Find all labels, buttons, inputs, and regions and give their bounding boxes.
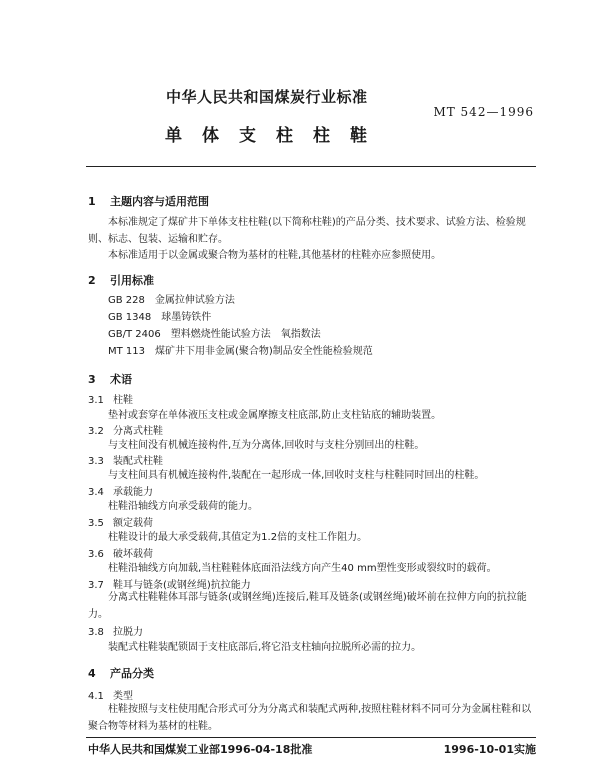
term-heading xyxy=(88,514,153,529)
subsection-title: 类型 xyxy=(113,691,133,702)
term-name: 额定载荷 xyxy=(113,518,153,529)
term-definition: 与支柱间没有机械连接构件,互为分离体,回收时与支柱分别回出的柱鞋。 xyxy=(108,440,425,451)
header-rule xyxy=(86,166,536,167)
section-2-heading xyxy=(88,272,154,288)
reference-item: MT 113 煤矿井下用非金属(聚合物)制品安全性能检验规范 xyxy=(108,346,373,357)
reference-item: GB/T 2406 塑料燃烧性能试验方法 氧指数法 xyxy=(108,329,321,340)
term-number: 3.4 xyxy=(88,487,104,498)
term-definition: 柱鞋设计的最大承受载荷,其值定为1.2倍的支柱工作阻力。 xyxy=(108,532,368,543)
term-definition: 与支柱间具有机械连接构件,装配在一起形成一体,回收时支柱与柱鞋同时回出的柱鞋。 xyxy=(108,470,485,481)
section-4-heading xyxy=(88,665,154,681)
section-1-paragraph-1: 本标准规定了煤矿井下单体支柱柱鞋(以下简称柱鞋)的产品分类、技术要求、试验方法、检验规则、标志、包装、运输和贮存。 xyxy=(88,217,526,245)
section-number: 2 xyxy=(88,274,96,287)
section-title: 引用标准 xyxy=(110,274,154,287)
term-heading xyxy=(88,545,153,560)
term-definition: 柱鞋沿轴线方向承受载荷的能力。 xyxy=(108,501,258,512)
term-name: 拉脱力 xyxy=(113,627,143,638)
term-heading xyxy=(88,391,133,406)
term-name: 破坏载荷 xyxy=(113,549,153,560)
term-definition: 装配式柱鞋装配锁固于支柱底部后,将它沿支柱轴向拉脱所必需的拉力。 xyxy=(108,642,422,653)
section-1-heading xyxy=(88,193,209,209)
section-title: 产品分类 xyxy=(110,667,154,680)
subsection-heading xyxy=(88,687,133,702)
term-number: 3.1 xyxy=(88,395,104,406)
term-definition: 垫衬或套穿在单体液压支柱或金属摩擦支柱底部,防止支柱钻底的辅助装置。 xyxy=(108,410,442,421)
term-number: 3.2 xyxy=(88,426,104,437)
term-number: 3.7 xyxy=(88,580,104,591)
term-heading xyxy=(88,483,153,498)
footer-rule xyxy=(86,737,536,738)
document-title: 单体支柱柱鞋 xyxy=(165,126,387,146)
section-1-paragraph-2: 本标准适用于以金属或聚合物为基材的柱鞋,其他基材的柱鞋亦应参照使用。 xyxy=(108,250,442,261)
term-heading xyxy=(88,452,163,467)
term-name: 承载能力 xyxy=(113,487,153,498)
subsection-number: 4.1 xyxy=(88,691,104,702)
standard-number: MT 542—1996 xyxy=(433,105,534,119)
term-name: 装配式柱鞋 xyxy=(113,456,163,467)
effective-date: 1996-10-01实施 xyxy=(443,743,536,756)
subsection-definition: 柱鞋按照与支柱使用配合形式可分为分离式和装配式两种,按照柱鞋材料不同可分为金属柱鞋和以聚合物等材料为基材的柱鞋。 xyxy=(88,704,532,732)
term-name: 柱鞋 xyxy=(113,395,133,406)
term-name: 分离式柱鞋 xyxy=(113,426,163,437)
term-name: 鞋耳与链条(或钢丝绳)抗拉能力 xyxy=(113,580,251,591)
section-3-heading xyxy=(88,371,132,387)
term-definition: 柱鞋沿轴线方向加载,当柱鞋鞋体底面沿法线方向产生40 mm塑性变形或裂纹时的载荷。 xyxy=(108,563,497,574)
section-number: 3 xyxy=(88,373,96,386)
term-number: 3.3 xyxy=(88,456,104,467)
term-number: 3.5 xyxy=(88,518,104,529)
reference-item: GB 1348 球墨铸铁件 xyxy=(108,312,212,323)
section-title: 术语 xyxy=(110,373,132,386)
term-number: 3.6 xyxy=(88,549,104,560)
term-definition: 分离式柱鞋鞋体耳部与链条(或钢丝绳)连接后,鞋耳及链条(或钢丝绳)破坏前在拉伸方向的抗拉能力。 xyxy=(88,592,527,620)
term-number: 3.8 xyxy=(88,627,104,638)
section-number: 4 xyxy=(88,667,96,680)
term-heading xyxy=(88,623,143,638)
section-title: 主题内容与适用范围 xyxy=(110,195,209,208)
approval-statement: 中华人民共和国煤炭工业部1996-04-18批准 xyxy=(88,743,313,756)
term-heading xyxy=(88,422,163,437)
section-number: 1 xyxy=(88,195,96,208)
reference-item: GB 228 金属拉伸试验方法 xyxy=(108,295,235,306)
issuing-category: 中华人民共和国煤炭行业标准 xyxy=(166,88,368,106)
